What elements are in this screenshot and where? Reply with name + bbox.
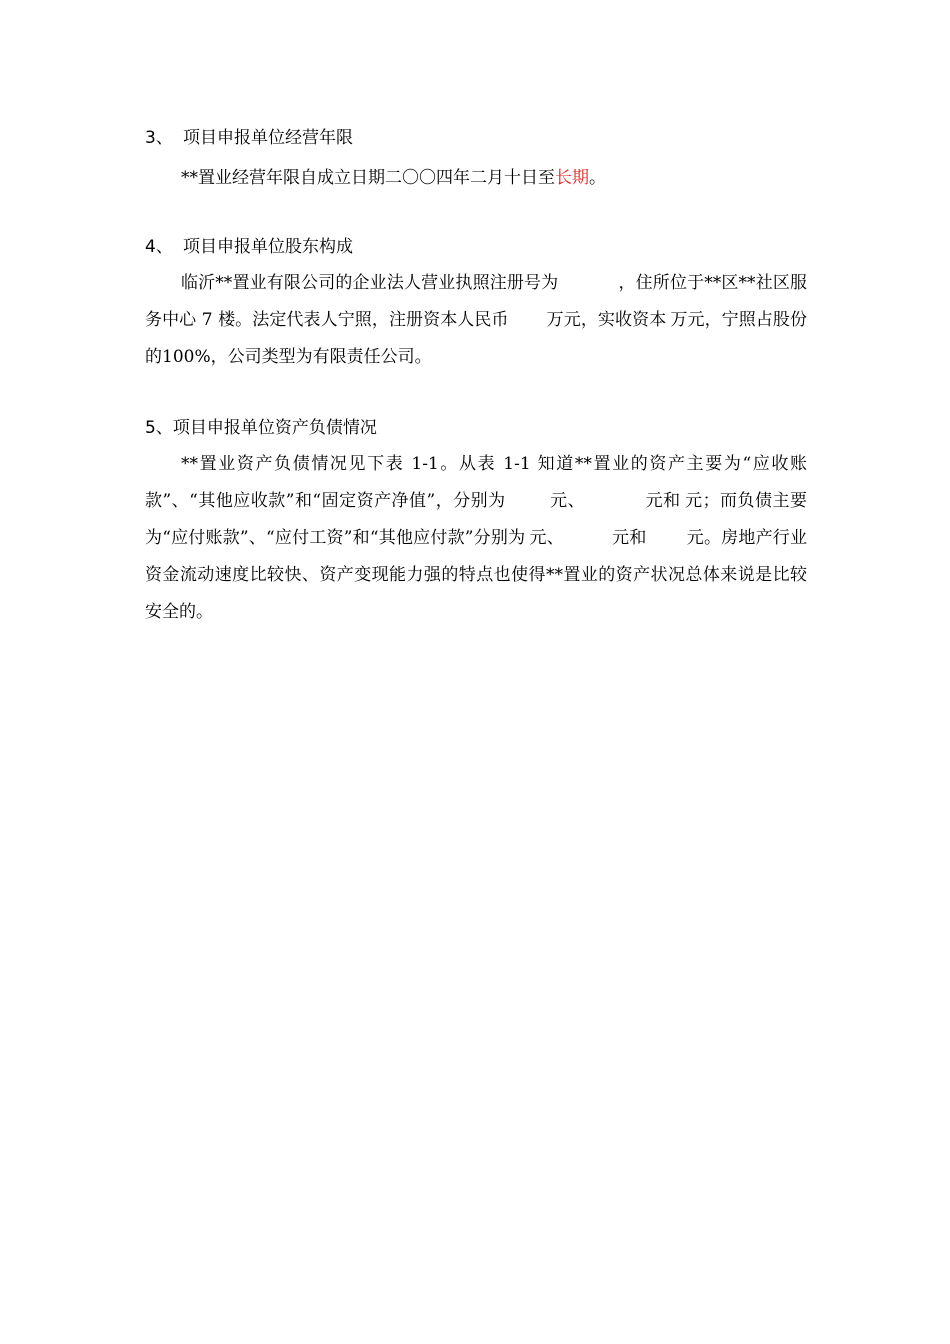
section-3-text: **置业经营年限自成立日期二〇〇四年二月十日至: [181, 168, 555, 188]
section-5-text-a: **置业资产负债情况见下表 1-1。从表 1-1 知道**置业的资产主要为“应收账款”、“其他应收款”和“固定资产净值”，分别为: [145, 454, 807, 511]
section-5-text-f: 元和: [611, 528, 647, 548]
section-3-text-end: 。: [589, 168, 606, 188]
section-5-text-e: 元、: [529, 528, 564, 548]
section-3-highlight: 长期: [555, 168, 589, 188]
section-4-text-d: 万元，宁照占股份的100%，公司类型为有限责任公司。: [145, 310, 808, 367]
section-4: [145, 235, 807, 376]
section-4-heading: [145, 235, 807, 259]
section-5-title: 项目申报单位资产负债情况: [172, 418, 377, 438]
section-5-text-b: 元、: [549, 491, 586, 511]
section-3-paragraph: [145, 160, 807, 197]
section-4-text-b: ，住所位于**区**社区服务中心 7 楼。法定代表人宁照，注册资本人民币: [145, 273, 808, 330]
section-5: [145, 416, 807, 631]
section-3: [145, 126, 807, 197]
section-4-paragraph: [145, 265, 807, 376]
section-3-heading: [145, 126, 807, 150]
section-5-text-c: 元和: [645, 491, 681, 511]
section-5-text-g: 元。房地产行业资金流动速度比较快、资产变现能力强的特点也使得**置业的资产状况总体来说是比较安全的。: [145, 528, 808, 622]
section-4-title: 项目申报单位股东构成: [183, 237, 353, 257]
section-4-text-c: 万元，实收资本: [546, 310, 667, 330]
section-3-title: 项目申报单位经营年限: [183, 128, 353, 148]
section-5-paragraph: [145, 446, 807, 631]
section-5-text-d: 元；而负债主要为“应付账款”、“应付工资”和“其他应付款”分别为: [145, 491, 808, 548]
section-4-number: 4、: [145, 237, 173, 257]
section-5-number: 5、: [145, 418, 173, 438]
section-5-heading: [145, 416, 807, 440]
section-4-text-a: 临沂**置业有限公司的企业法人营业执照注册号为: [181, 273, 559, 293]
section-3-number: 3、: [145, 128, 173, 148]
